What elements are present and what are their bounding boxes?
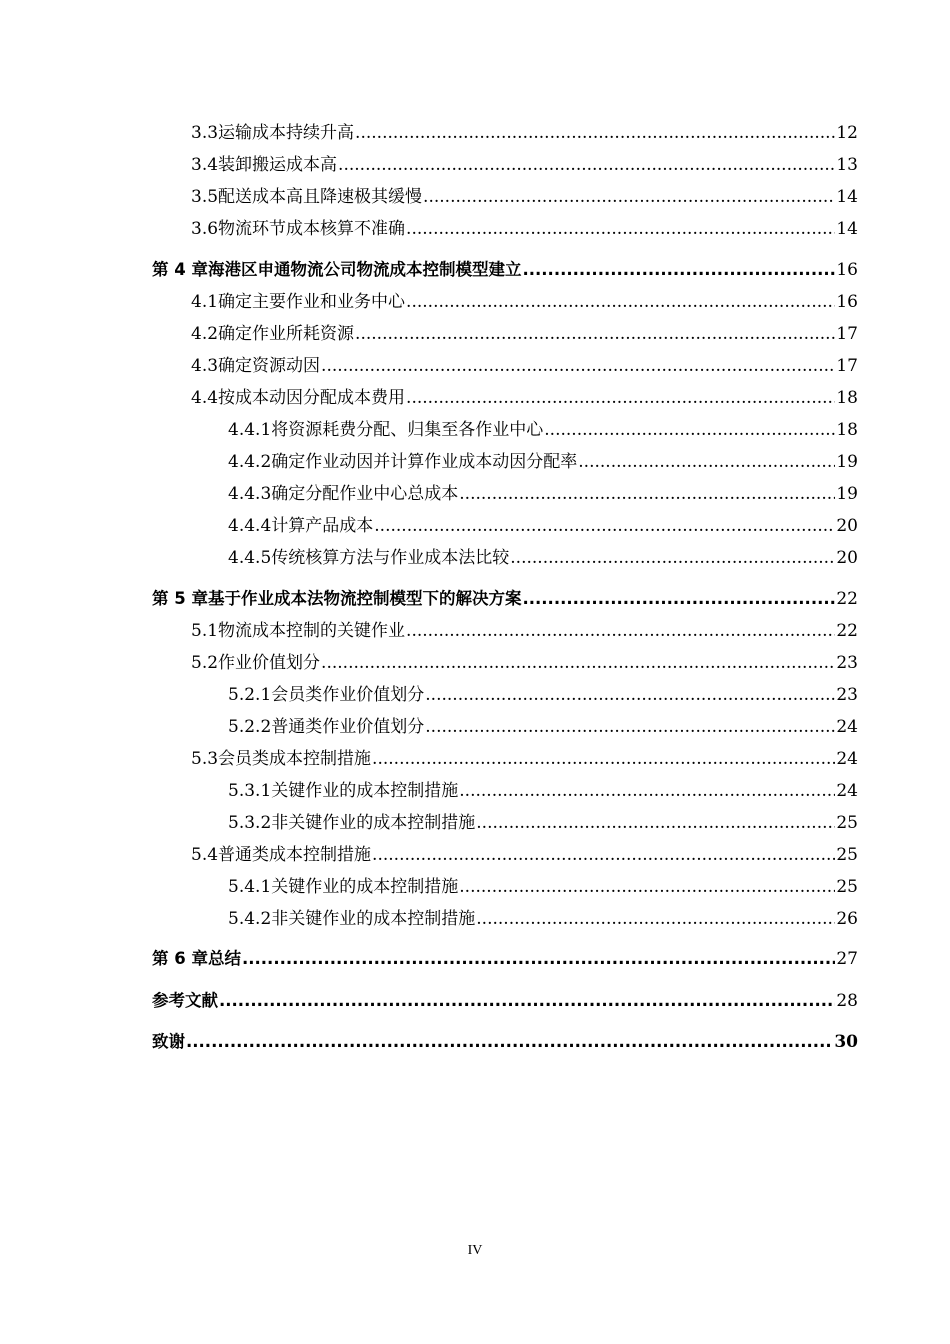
toc-entry-title: 确定主要作业和业务中心	[218, 292, 406, 312]
toc-dot-leader	[406, 387, 835, 409]
toc-entry-page: 24	[836, 749, 858, 769]
toc-entry-page: 25	[836, 877, 858, 897]
toc-entry-number: 4.2	[191, 324, 219, 344]
toc-dot-leader	[476, 812, 835, 834]
page-number-footer: IV	[467, 1243, 483, 1258]
toc-entry-page: 19	[836, 452, 858, 472]
toc-entry-page: 30	[834, 1032, 858, 1052]
toc-entry-page: 20	[836, 516, 858, 536]
toc-entry[interactable]	[152, 1031, 858, 1053]
toc-entry-title: 配送成本高且降速极其缓慢	[218, 187, 423, 207]
toc-entry-number: 5.2.2	[228, 717, 272, 737]
toc-entry-title: 总结	[207, 949, 241, 968]
toc-entry[interactable]	[152, 948, 858, 970]
toc-dot-leader	[406, 218, 835, 240]
toc-entry[interactable]	[228, 812, 858, 834]
toc-entry-page: 18	[836, 388, 858, 408]
toc-entry-page: 28	[836, 991, 858, 1011]
toc-entry[interactable]	[228, 419, 858, 441]
toc-entry[interactable]	[191, 387, 858, 409]
toc-entry-number: 5.3	[191, 749, 219, 769]
toc-entry-number: 4.4.4	[228, 516, 272, 536]
toc-dot-leader	[522, 259, 835, 281]
toc-entry-title: 物流成本控制的关键作业	[218, 621, 406, 641]
toc-entry-title: 装卸搬运成本高	[218, 155, 338, 175]
toc-dot-leader	[578, 451, 835, 473]
toc-entry-number: 3.6	[191, 219, 219, 239]
toc-dot-leader	[372, 748, 835, 770]
toc-entry-page: 20	[836, 548, 858, 568]
toc-entry-title: 关键作业的成本控制措施	[271, 877, 459, 897]
toc-entry-page: 14	[836, 187, 858, 207]
toc-dot-leader	[355, 323, 835, 345]
toc-entry-number: 3.3	[191, 123, 219, 143]
toc-dot-leader	[510, 547, 835, 569]
toc-entry-number: 5.3.1	[228, 781, 272, 801]
toc-entry-page: 17	[836, 356, 858, 376]
toc-entry-page: 19	[836, 484, 858, 504]
toc-entry-title: 传统核算方法与作业成本法比较	[271, 548, 510, 568]
toc-entry-title: 运输成本持续升高	[218, 123, 355, 143]
toc-entry-title: 基于作业成本法物流控制模型下的解决方案	[207, 589, 522, 608]
toc-dot-leader	[459, 780, 835, 802]
toc-entry-page: 23	[836, 653, 858, 673]
toc-dot-leader	[219, 990, 835, 1012]
toc-entry[interactable]	[228, 876, 858, 898]
toc-entry[interactable]	[152, 259, 858, 281]
toc-entry-page: 16	[836, 260, 858, 280]
toc-dot-leader	[476, 908, 835, 930]
toc-entry-page: 17	[836, 324, 858, 344]
toc-entry[interactable]	[191, 218, 858, 240]
toc-entry[interactable]	[191, 652, 858, 674]
toc-entry[interactable]	[228, 547, 858, 569]
toc-entry[interactable]	[191, 323, 858, 345]
toc-entry[interactable]	[191, 748, 858, 770]
toc-entry-title: 关键作业的成本控制措施	[271, 781, 459, 801]
toc-dot-leader	[423, 186, 835, 208]
toc-entry-number: 5.4.1	[228, 877, 272, 897]
toc-entry-page: 23	[836, 685, 858, 705]
toc-dot-leader	[321, 652, 835, 674]
toc-entry-title: 将资源耗费分配、归集至各作业中心	[271, 420, 544, 440]
toc-dot-leader	[544, 419, 835, 441]
toc-entry-number: 5.2	[191, 653, 219, 673]
toc-entry-number: 5.1	[191, 621, 219, 641]
toc-dot-leader	[242, 948, 835, 970]
toc-entry[interactable]	[228, 451, 858, 473]
toc-entry-number: 4.4	[191, 388, 219, 408]
toc-entry-number: 第 4 章	[152, 260, 208, 279]
toc-entry-number: 4.3	[191, 356, 219, 376]
toc-entry[interactable]	[228, 684, 858, 706]
toc-entry-page: 13	[836, 155, 858, 175]
toc-entry[interactable]	[191, 355, 858, 377]
toc-entry-page: 14	[836, 219, 858, 239]
toc-dot-leader	[372, 844, 835, 866]
toc-dot-leader	[321, 355, 835, 377]
toc-entry-page: 12	[836, 123, 858, 143]
toc-entry-page: 25	[836, 845, 858, 865]
toc-entry-title: 确定作业所耗资源	[218, 324, 355, 344]
toc-entry-title: 物流环节成本核算不准确	[218, 219, 406, 239]
toc-entry-page: 27	[836, 949, 858, 969]
toc-entry-number: 4.4.2	[228, 452, 272, 472]
toc-entry-title: 确定分配作业中心总成本	[271, 484, 459, 504]
toc-entry[interactable]	[228, 716, 858, 738]
toc-entry-number: 第 6 章	[152, 949, 208, 968]
toc-entry-number: 5.4	[191, 845, 219, 865]
toc-entry-page: 24	[836, 781, 858, 801]
toc-entry[interactable]	[191, 154, 858, 176]
toc-entry-number: 4.4.5	[228, 548, 272, 568]
toc-entry-page: 26	[836, 909, 858, 929]
toc-entry-number: 3.4	[191, 155, 219, 175]
toc-entry-number: 3.5	[191, 187, 219, 207]
toc-entry-page: 24	[836, 717, 858, 737]
toc-entry-title: 参考文献	[152, 991, 218, 1010]
toc-entry[interactable]	[191, 620, 858, 642]
toc-dot-leader	[406, 291, 835, 313]
toc-dot-leader	[459, 876, 835, 898]
toc-entry[interactable]	[152, 588, 858, 610]
toc-entry[interactable]	[191, 844, 858, 866]
toc-entry[interactable]	[228, 515, 858, 537]
toc-dot-leader	[459, 483, 835, 505]
toc-entry-title: 普通类成本控制措施	[218, 845, 372, 865]
toc-entry-title: 会员类成本控制措施	[218, 749, 372, 769]
toc-entry-title: 计算产品成本	[271, 516, 374, 536]
toc-entry-title: 确定资源动因	[218, 356, 321, 376]
toc-entry-number: 4.1	[191, 292, 219, 312]
toc-entry-number: 5.2.1	[228, 685, 272, 705]
toc-entry[interactable]	[191, 291, 858, 313]
toc-entry-page: 22	[836, 589, 858, 609]
toc-entry-title: 会员类作业价值划分	[271, 685, 425, 705]
toc-entry-number: 5.4.2	[228, 909, 272, 929]
toc-entry[interactable]	[152, 990, 858, 1012]
toc-entry-page: 16	[836, 292, 858, 312]
toc-entry-number: 第 5 章	[152, 589, 208, 608]
toc-entry-page: 25	[836, 813, 858, 833]
toc-entry-title: 作业价值划分	[218, 653, 321, 673]
toc-dot-leader	[186, 1031, 833, 1053]
toc-entry-number: 5.3.2	[228, 813, 272, 833]
toc-entry-number: 4.4.3	[228, 484, 272, 504]
toc-entry-title: 非关键作业的成本控制措施	[271, 813, 476, 833]
toc-entry-title: 致谢	[152, 1032, 185, 1051]
toc-dot-leader	[522, 588, 835, 610]
toc-entry[interactable]	[191, 122, 858, 144]
toc-entry-title: 非关键作业的成本控制措施	[271, 909, 476, 929]
toc-entry-page: 22	[836, 621, 858, 641]
toc-dot-leader	[406, 620, 835, 642]
toc-entry-title: 按成本动因分配成本费用	[218, 388, 406, 408]
toc-entry-title: 确定作业动因并计算作业成本动因分配率	[271, 452, 578, 472]
toc-entry-title: 海港区申通物流公司物流成本控制模型建立	[207, 260, 522, 279]
toc-entry-page: 18	[836, 420, 858, 440]
toc-entry[interactable]	[191, 186, 858, 208]
toc-dot-leader	[425, 716, 835, 738]
toc-dot-leader	[425, 684, 835, 706]
toc-entry[interactable]	[228, 908, 858, 930]
toc-entry[interactable]	[228, 780, 858, 802]
toc-entry[interactable]	[228, 483, 858, 505]
toc-entry-title: 普通类作业价值划分	[271, 717, 425, 737]
toc-entry-number: 4.4.1	[228, 420, 272, 440]
toc-dot-leader	[355, 122, 835, 144]
toc-dot-leader	[338, 154, 835, 176]
toc-dot-leader	[374, 515, 835, 537]
